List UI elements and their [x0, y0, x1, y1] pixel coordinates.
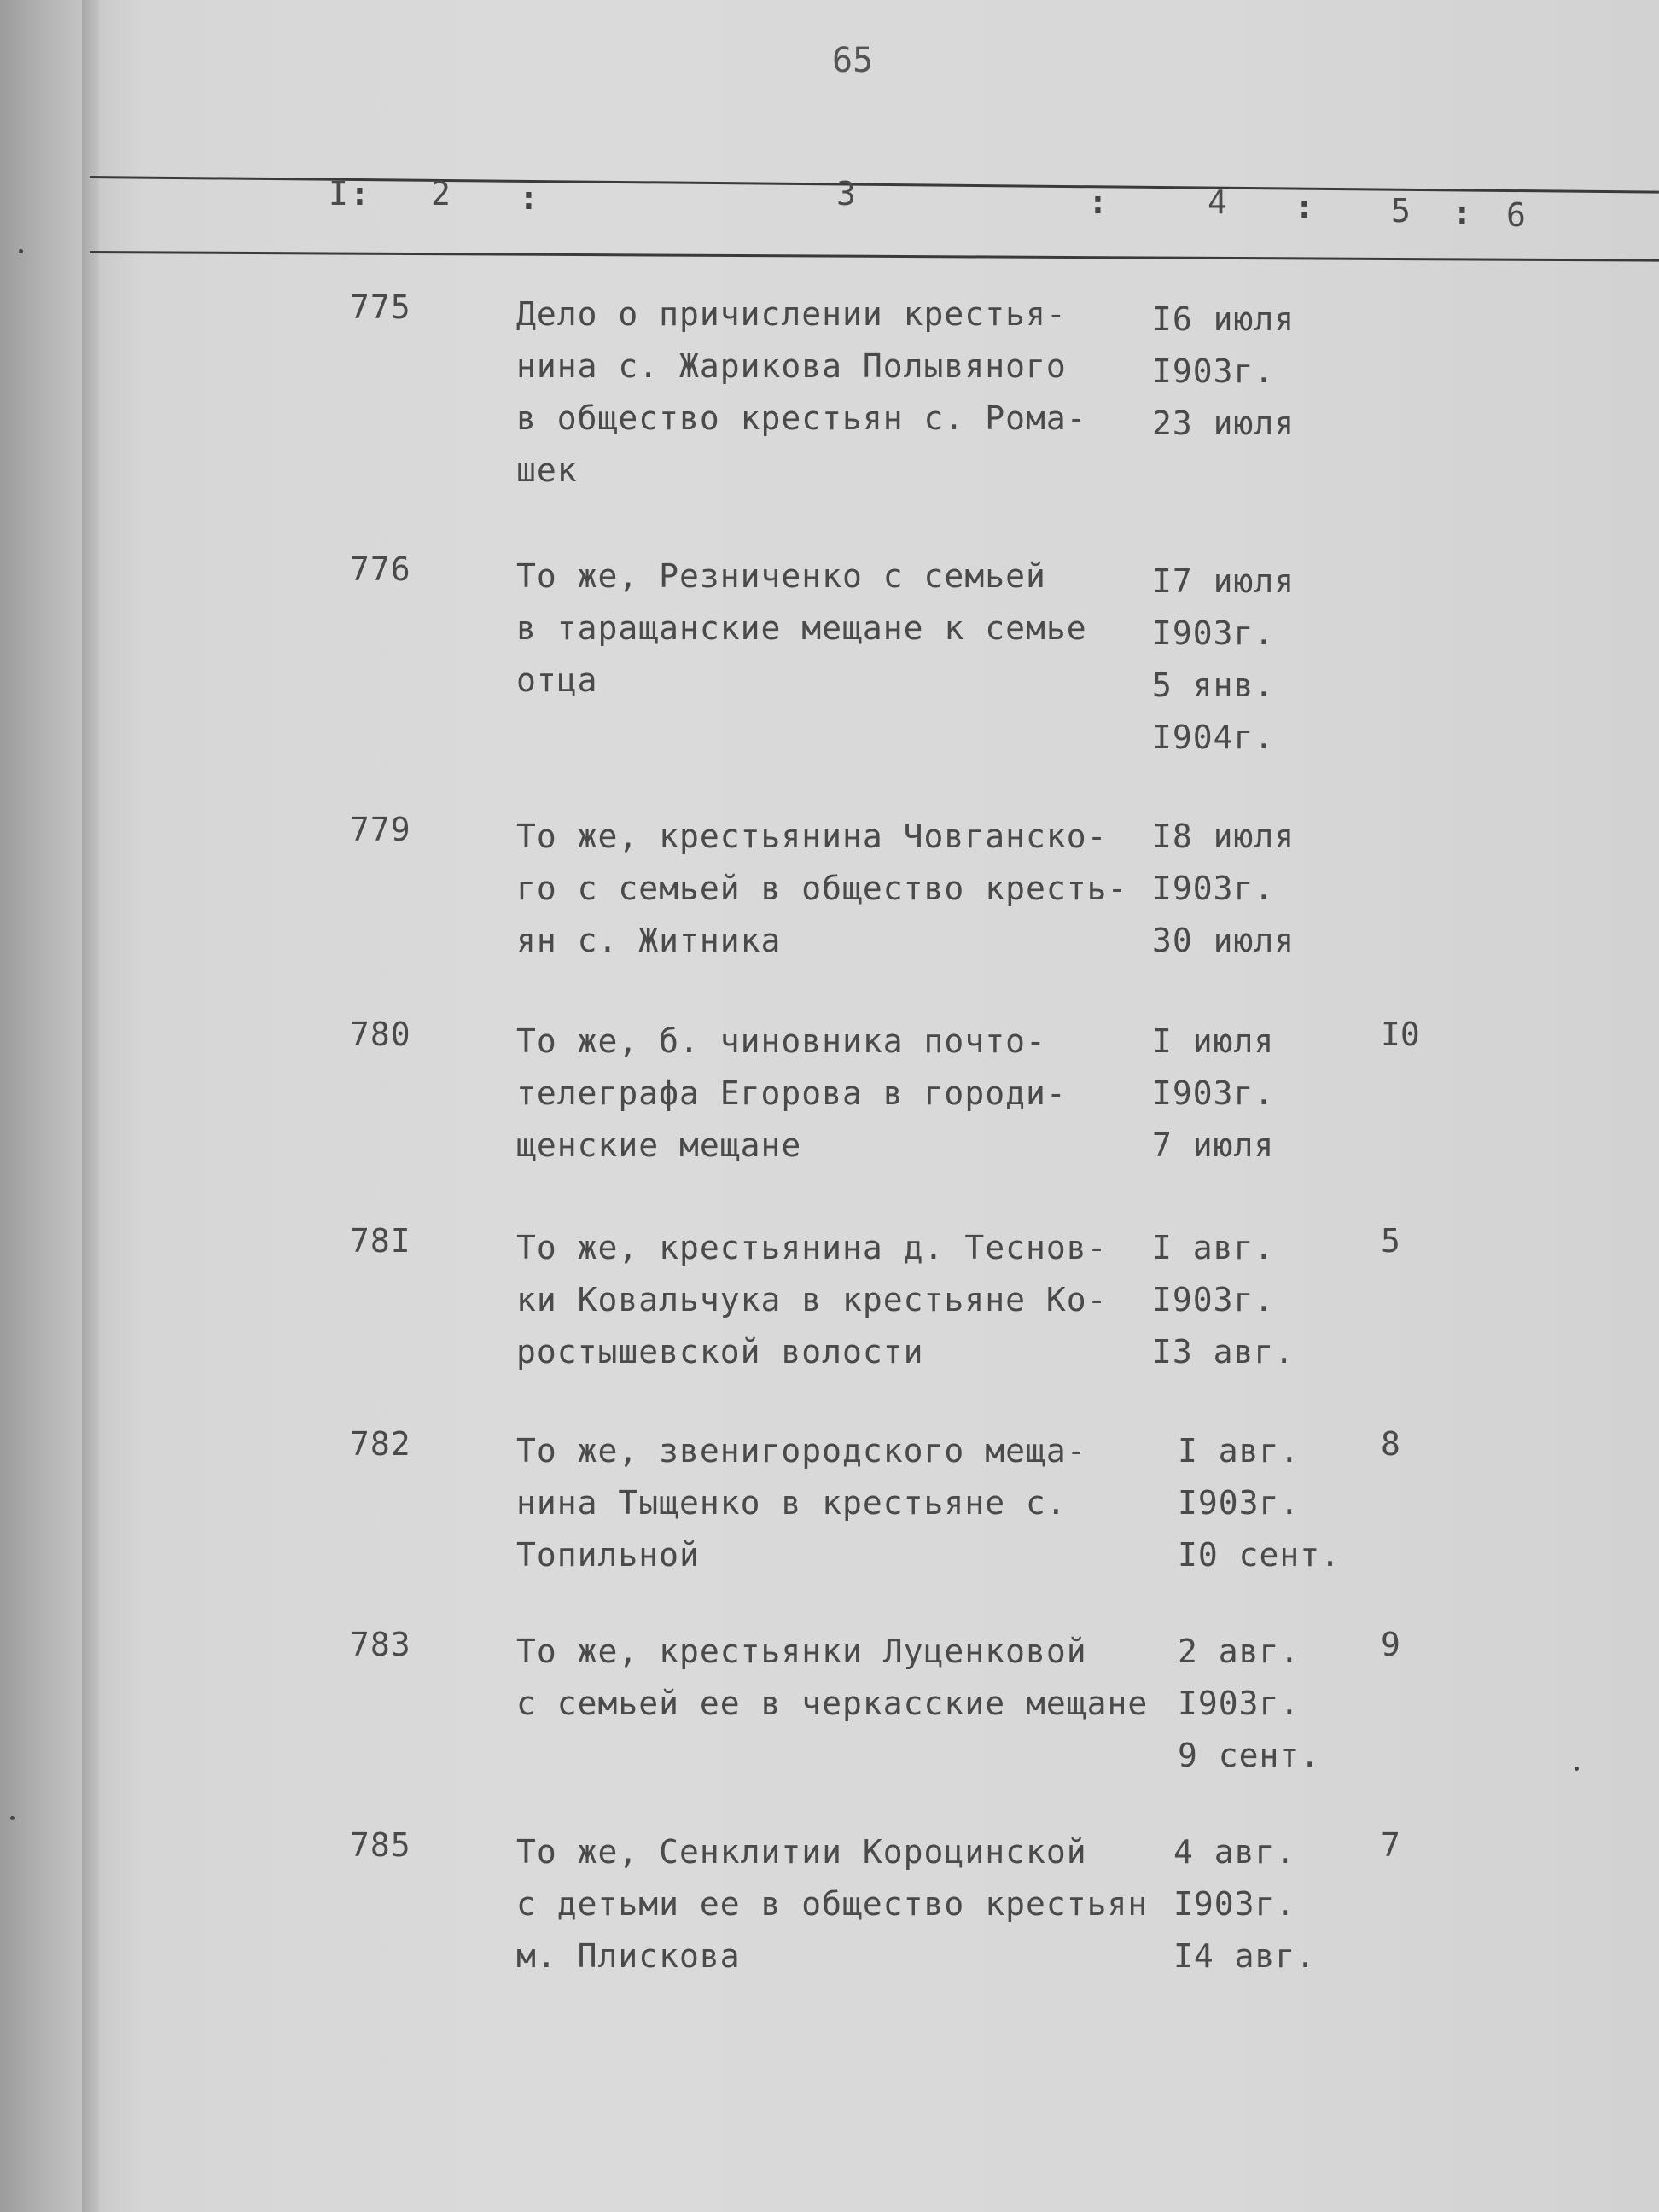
header-rule-top [90, 176, 1659, 194]
record-dates [1152, 294, 1382, 450]
description-line: Дело о причислении крестья- [516, 295, 1067, 333]
date-line: I4 авг. [1173, 1937, 1317, 1975]
column-separator: : [1295, 188, 1314, 225]
description-line: ростышевской волости [516, 1333, 924, 1371]
date-line: I903г. [1152, 1074, 1275, 1112]
column-separator: : [350, 175, 370, 212]
column-header-6: 6 [1506, 196, 1526, 234]
record-row [0, 288, 1659, 510]
record-number: 783 [350, 1626, 411, 1663]
date-line: I903г. [1173, 1885, 1296, 1923]
column-header-3: 3 [836, 175, 856, 212]
record-sheets: 7 [1381, 1826, 1400, 1864]
date-line: I июля [1152, 1022, 1275, 1060]
date-line: 5 янв. [1152, 667, 1275, 704]
date-line: I6 июля [1152, 300, 1295, 338]
date-line: I903г. [1152, 870, 1275, 907]
record-description [516, 1626, 1165, 1782]
description-line: го с семьей в общество кресть- [516, 870, 1128, 907]
record-sheets: 9 [1381, 1626, 1400, 1663]
description-line: шек [516, 451, 578, 489]
date-line: I8 июля [1152, 818, 1295, 855]
record-number: 775 [350, 288, 411, 326]
record-number: 776 [350, 550, 411, 588]
description-line: нина Тыщенко в крестьяне с. [516, 1484, 1067, 1522]
paper-speck [1575, 1767, 1579, 1771]
description-line: м. Плискова [516, 1937, 741, 1975]
date-line: 23 июля [1152, 405, 1295, 442]
description-line: То же, б. чиновника почто- [516, 1022, 1046, 1060]
record-description [516, 1222, 1165, 1378]
description-line: отца [516, 661, 598, 699]
description-line: То же, крестьянина Човганско- [516, 818, 1108, 855]
date-line: 2 авг. [1178, 1633, 1301, 1670]
date-line: 7 июля [1152, 1126, 1275, 1164]
description-line: То же, крестьянки Луценковой [516, 1633, 1087, 1670]
description-line: То же, Резниченко с семьей [516, 557, 1046, 595]
date-line: I903г. [1152, 614, 1275, 652]
record-dates [1178, 1626, 1408, 1782]
record-number: 780 [350, 1016, 411, 1053]
record-description [516, 811, 1165, 967]
description-line: с семьей ее в черкасские мещане [516, 1685, 1149, 1722]
column-header-4: 4 [1208, 183, 1227, 221]
description-line: То же, крестьянина д. Теснов- [516, 1229, 1108, 1266]
date-line: I903г. [1178, 1484, 1301, 1522]
record-description [516, 1016, 1165, 1172]
date-line: I904г. [1152, 719, 1275, 756]
date-line: I903г. [1152, 1281, 1275, 1318]
record-sheets: 8 [1381, 1425, 1400, 1463]
record-row [0, 1016, 1659, 1237]
record-number: 785 [350, 1826, 411, 1864]
record-dates [1152, 811, 1382, 967]
record-description [516, 550, 1165, 707]
record-dates [1152, 1016, 1382, 1172]
description-line: нина с. Жарикова Полывяного [516, 347, 1067, 385]
date-line: I3 авг. [1152, 1333, 1295, 1371]
record-number: 779 [350, 811, 411, 848]
description-line [516, 1730, 1165, 1782]
date-line: I0 сент. [1178, 1536, 1342, 1574]
record-dates [1152, 1222, 1382, 1378]
paper-speck [10, 1816, 15, 1820]
description-line: То же, звенигородского меща- [516, 1432, 1087, 1470]
record-number: 78I [350, 1222, 411, 1260]
record-sheets: I0 [1381, 1016, 1420, 1053]
description-line: с детьми ее в общество крестьян [516, 1885, 1149, 1923]
record-description [516, 1425, 1165, 1581]
description-line: То же, Сенклитии Короцинской [516, 1833, 1087, 1871]
column-header-1: I [329, 175, 348, 212]
record-row [0, 811, 1659, 1033]
date-line: I7 июля [1152, 562, 1295, 600]
description-line: ян с. Житника [516, 922, 782, 959]
header-rule-bottom [90, 251, 1659, 262]
column-separator: : [519, 179, 538, 217]
record-dates [1152, 556, 1382, 764]
paper-speck [19, 249, 23, 253]
date-line: 4 авг. [1173, 1833, 1296, 1871]
description-line: щенские мещане [516, 1126, 802, 1164]
date-line: I авг. [1152, 1229, 1275, 1266]
date-line: I903г. [1178, 1685, 1301, 1722]
date-line: 9 сент. [1178, 1737, 1321, 1774]
record-sheets: 5 [1381, 1222, 1400, 1260]
column-header-2: 2 [431, 175, 451, 212]
date-line: 30 июля [1152, 922, 1295, 959]
record-row [0, 1425, 1659, 1647]
description-line: в таращанские мещане к семье [516, 609, 1087, 647]
record-row [0, 1626, 1659, 1848]
description-line: Топильной [516, 1536, 700, 1574]
column-header-5: 5 [1391, 192, 1411, 230]
date-line: I903г. [1152, 352, 1275, 390]
record-row [0, 550, 1659, 772]
date-line: I авг. [1178, 1432, 1301, 1470]
page-number: 65 [832, 41, 874, 80]
record-description [516, 288, 1165, 497]
record-description [516, 1826, 1165, 1982]
description-line: в общество крестьян с. Рома- [516, 399, 1087, 437]
record-number: 782 [350, 1425, 411, 1463]
record-row [0, 1826, 1659, 2048]
column-separator: : [1452, 195, 1472, 232]
record-dates [1178, 1425, 1408, 1581]
column-separator: : [1088, 183, 1108, 221]
description-line: ки Ковальчука в крестьяне Ко- [516, 1281, 1108, 1318]
record-dates [1173, 1826, 1404, 1982]
description-line: телеграфа Егорова в городи- [516, 1074, 1067, 1112]
record-row [0, 1222, 1659, 1444]
